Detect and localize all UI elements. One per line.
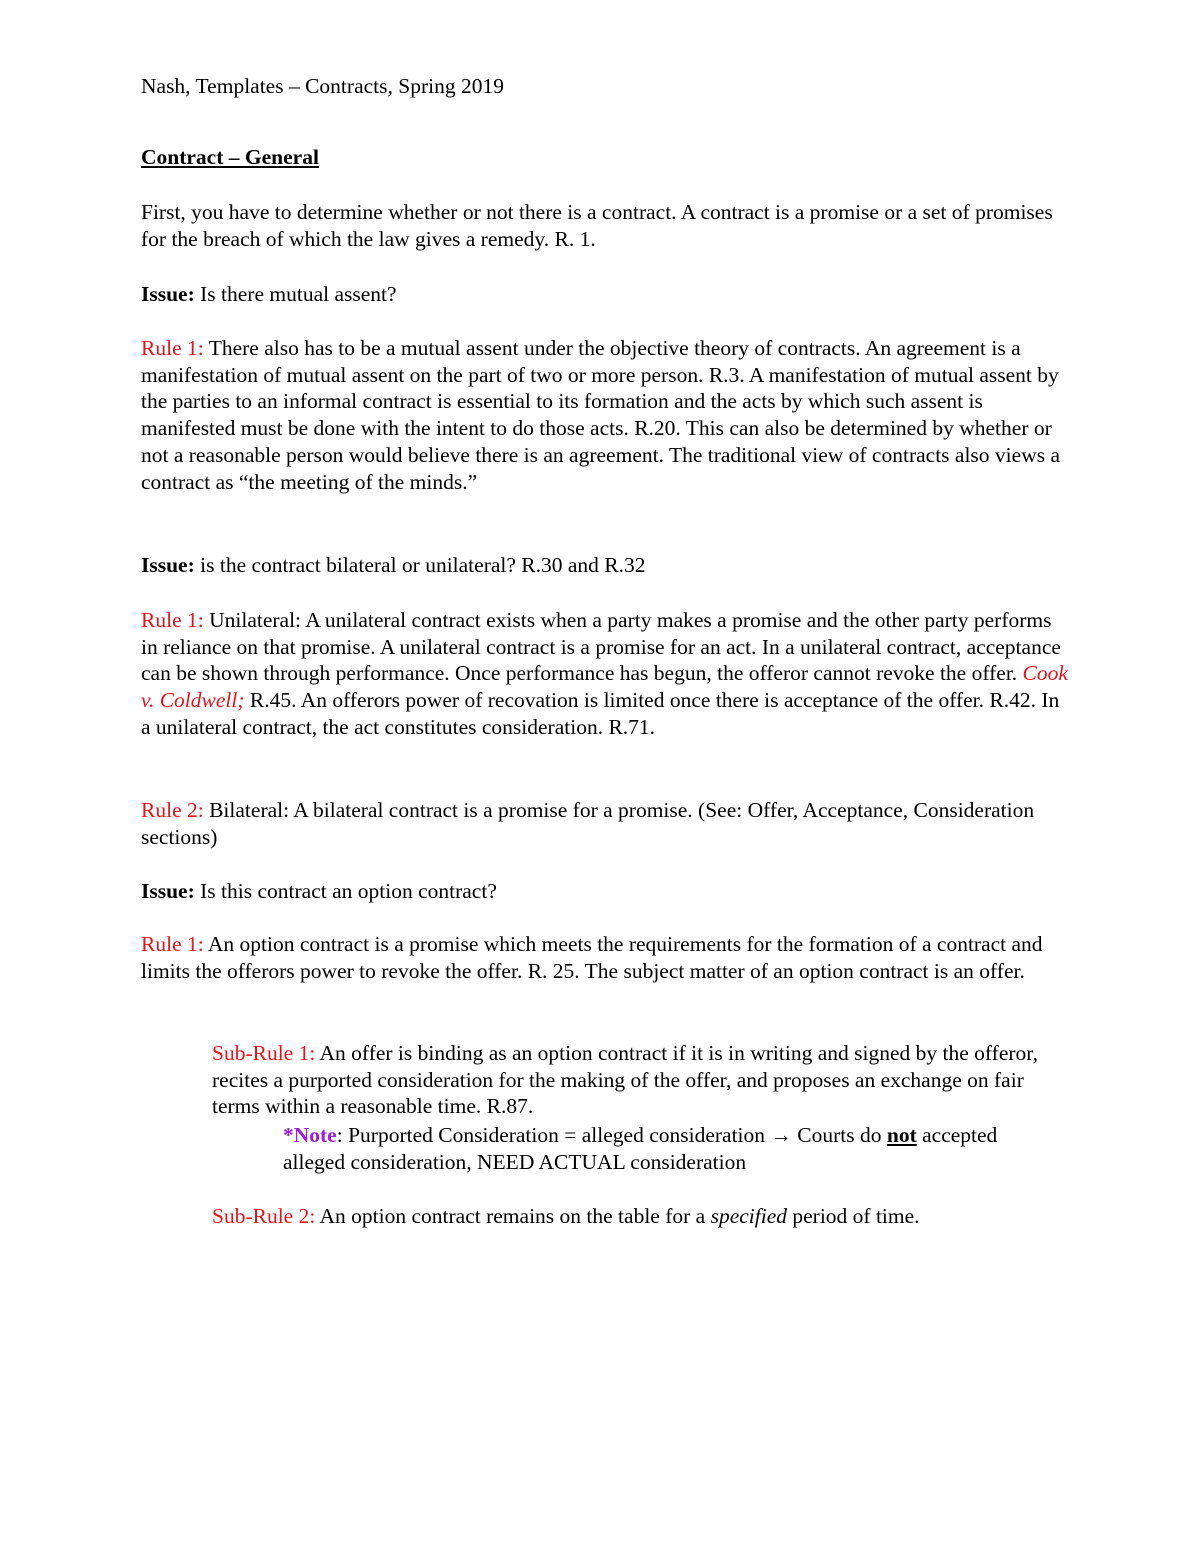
intro-paragraph: First, you have to determine whether or not there is a contract. A contract is a promise or a set of promises for the breach of which the law gives a remedy. R. 1. xyxy=(141,200,1053,251)
issue-label: Issue: xyxy=(141,553,195,577)
rule-text: Bilateral: A bilateral contract is a promise for a promise. (See: Offer, Acceptance, Consideration sections) xyxy=(141,798,1035,849)
note xyxy=(283,1122,1063,1175)
sub-rule-label: Sub-Rule 2: xyxy=(212,1204,316,1228)
sub-rule-text-continued: period of time. xyxy=(787,1204,920,1228)
rule-bilateral xyxy=(141,797,1071,850)
sub-rule-1 xyxy=(212,1040,1062,1120)
rule-label: Rule 1: xyxy=(141,336,204,360)
rule-unilateral xyxy=(141,607,1071,741)
sub-rule-text: An option contract remains on the table for a xyxy=(315,1204,711,1228)
rule-mutual-assent xyxy=(141,335,1071,495)
sub-rule-emphasis: specified xyxy=(710,1204,787,1228)
rule-label: Rule 2: xyxy=(141,798,204,822)
sub-rule-label: Sub-Rule 1: xyxy=(212,1041,316,1065)
document-header: Nash, Templates – Contracts, Spring 2019 xyxy=(141,74,504,98)
note-text-continued: accepted alleged consideration, NEED ACTUAL consideration xyxy=(283,1123,998,1174)
rule-option-contract xyxy=(141,931,1071,984)
issue-text: is the contract bilateral or unilateral? R.30 and R.32 xyxy=(194,553,646,577)
rule-text: An option contract is a promise which meets the requirements for the formation of a contract and limits the offerors power to revoke the offer. R. 25. The subject matter of an option contract is an offer. xyxy=(141,932,1043,983)
issue-label: Issue: xyxy=(141,282,195,306)
note-emphasis: not xyxy=(886,1123,917,1147)
note-text: Purported Consideration = alleged consideration → Courts do xyxy=(342,1123,887,1147)
issue-bilateral-unilateral xyxy=(141,552,1071,579)
rule-text-continued: R.45. An offerors power of recovation is limited once there is acceptance of the offer. R.42. In a unilateral contract, the act constitutes consideration. R.71. xyxy=(141,688,1060,739)
rule-label: Rule 1: xyxy=(141,932,204,956)
case-citation: Cook v. Coldwell; xyxy=(141,661,1068,713)
issue-mutual-assent xyxy=(141,281,1071,308)
note-label: *Note xyxy=(283,1123,337,1147)
issue-option-contract xyxy=(141,878,1071,905)
issue-label: Issue: xyxy=(141,879,195,903)
sub-rule-text: An offer is binding as an option contract if it is in writing and signed by the offeror, recites a purported consideration for the making of the offer, and proposes an exchange on fair terms within a reasonable time. R.87. xyxy=(212,1041,1038,1119)
rule-text: Unilateral: A unilateral contract exists when a party makes a promise and the other party performs in reliance on that promise. A unilateral contract is a promise for an act. In a unilateral contract, acceptance can be shown through performance. Once performance has begun, the offeror cannot revoke the offer. xyxy=(141,608,1061,686)
rule-text: There also has to be a mutual assent under the objective theory of contracts. An agreement is a manifestation of mutual assent on the part of two or more person. R.3. A manifestation of mutual assent by the parties to an informal contract is essential to its formation and the acts by which such assent is manifested must be done with the intent to do those acts. R.20. This can also be determined by whether or not a reasonable person would believe there is an agreement. The traditional view of contracts also views a contract as “the meeting of the minds.” xyxy=(141,336,1060,494)
section-title: Contract – General xyxy=(141,145,319,169)
note-colon: : xyxy=(336,1123,343,1147)
issue-text: Is there mutual assent? xyxy=(194,282,397,306)
issue-text: Is this contract an option contract? xyxy=(194,879,497,903)
rule-label: Rule 1: xyxy=(141,608,204,632)
sub-rule-2 xyxy=(212,1203,1062,1230)
